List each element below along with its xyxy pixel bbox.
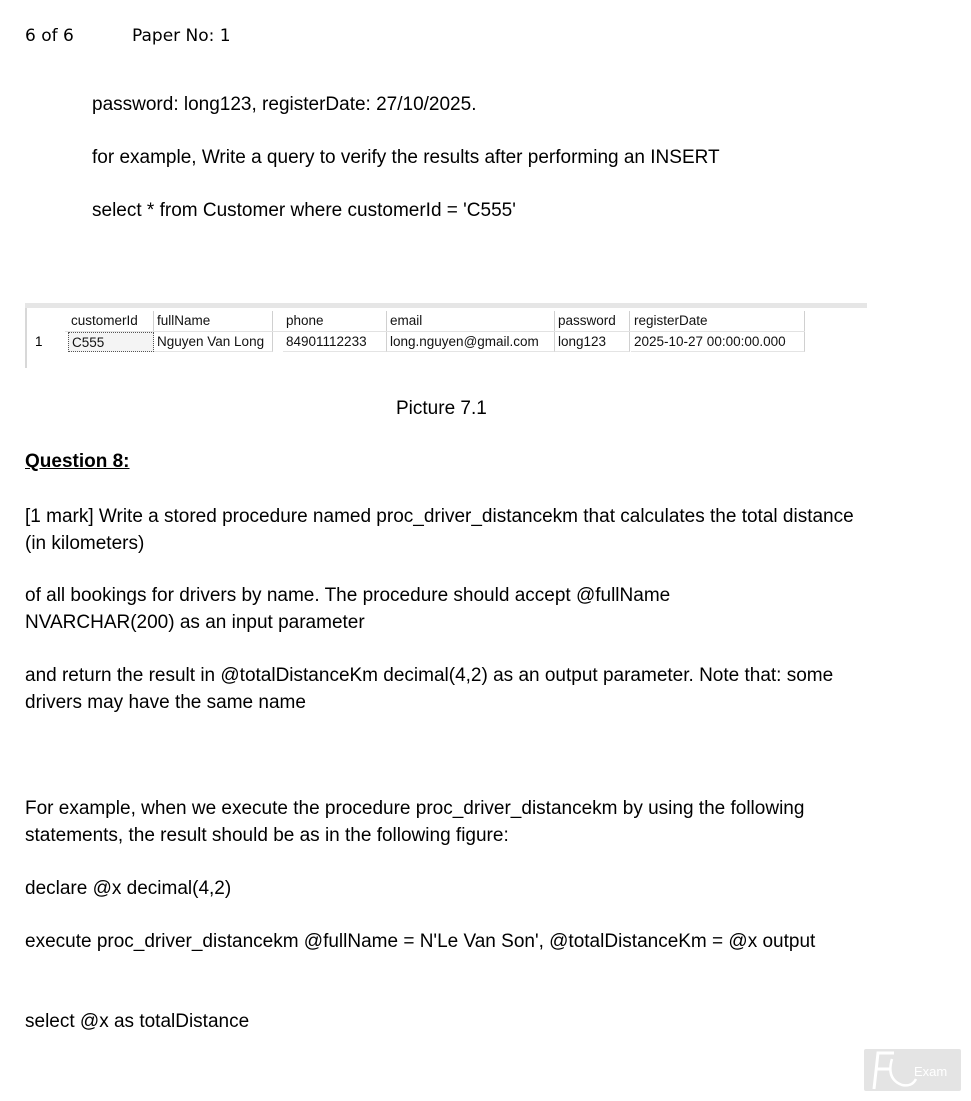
code-select: select @x as totalDistance: [25, 1011, 250, 1032]
fu-exam-logo-icon: [864, 1049, 961, 1091]
intro-query: select * from Customer where customerId = 'C555': [92, 200, 516, 221]
column-header-password: password: [555, 311, 630, 331]
grid-left-border: [25, 308, 27, 368]
column-header-fullname: fullName: [154, 311, 273, 331]
cell-fullname[interactable]: Nguyen Van Long: [154, 332, 273, 352]
code-execute: execute proc_driver_distancekm @fullName = N'Le Van Son', @totalDistanceKm = @x output: [25, 931, 816, 952]
result-grid: [25, 303, 867, 368]
cell-email[interactable]: long.nguyen@gmail.com: [387, 332, 555, 352]
column-header-registerdate: registerDate: [631, 311, 805, 331]
column-header-email: email: [387, 311, 555, 331]
fu-exam-watermark: [864, 1049, 961, 1091]
question-paragraph-2: of all bookings for drivers by name. The procedure should accept @fullName NVARCHAR(200) as an input parameter: [25, 585, 671, 633]
cell-phone[interactable]: 84901112233: [283, 332, 387, 352]
cell-registerdate[interactable]: 2025-10-27 00:00:00.000: [631, 332, 805, 352]
grid-top-border: [25, 303, 867, 308]
cell-customerid[interactable]: C555: [68, 332, 154, 352]
figure-caption: Picture 7.1: [396, 398, 487, 419]
question-heading: Question 8:: [25, 451, 130, 472]
intro-line-2: for example, Write a query to verify the results after performing an INSERT: [92, 147, 720, 168]
question-paragraph-1: [1 mark] Write a stored procedure named proc_driver_distancekm that calculates the total distance (in kilometers): [25, 506, 854, 554]
column-header-customerid: customerId: [68, 311, 154, 331]
question-paragraph-3: and return the result in @totalDistanceKm decimal(4,2) as an output parameter. Note that: some drivers may have the same name: [25, 665, 834, 713]
row-number: 1: [35, 334, 43, 349]
intro-line-1: password: long123, registerDate: 27/10/2025.: [92, 94, 477, 115]
svg-text:Exam: Exam: [914, 1064, 948, 1079]
page-indicator: 6 of 6: [25, 26, 74, 46]
paper-number: Paper No: 1: [132, 26, 231, 46]
column-header-phone: phone: [283, 311, 387, 331]
code-declare: declare @x decimal(4,2): [25, 878, 232, 899]
cell-password[interactable]: long123: [555, 332, 630, 352]
question-paragraph-4: For example, when we execute the procedure proc_driver_distancekm by using the following statements, the result should be as in the following figure:: [25, 798, 805, 846]
